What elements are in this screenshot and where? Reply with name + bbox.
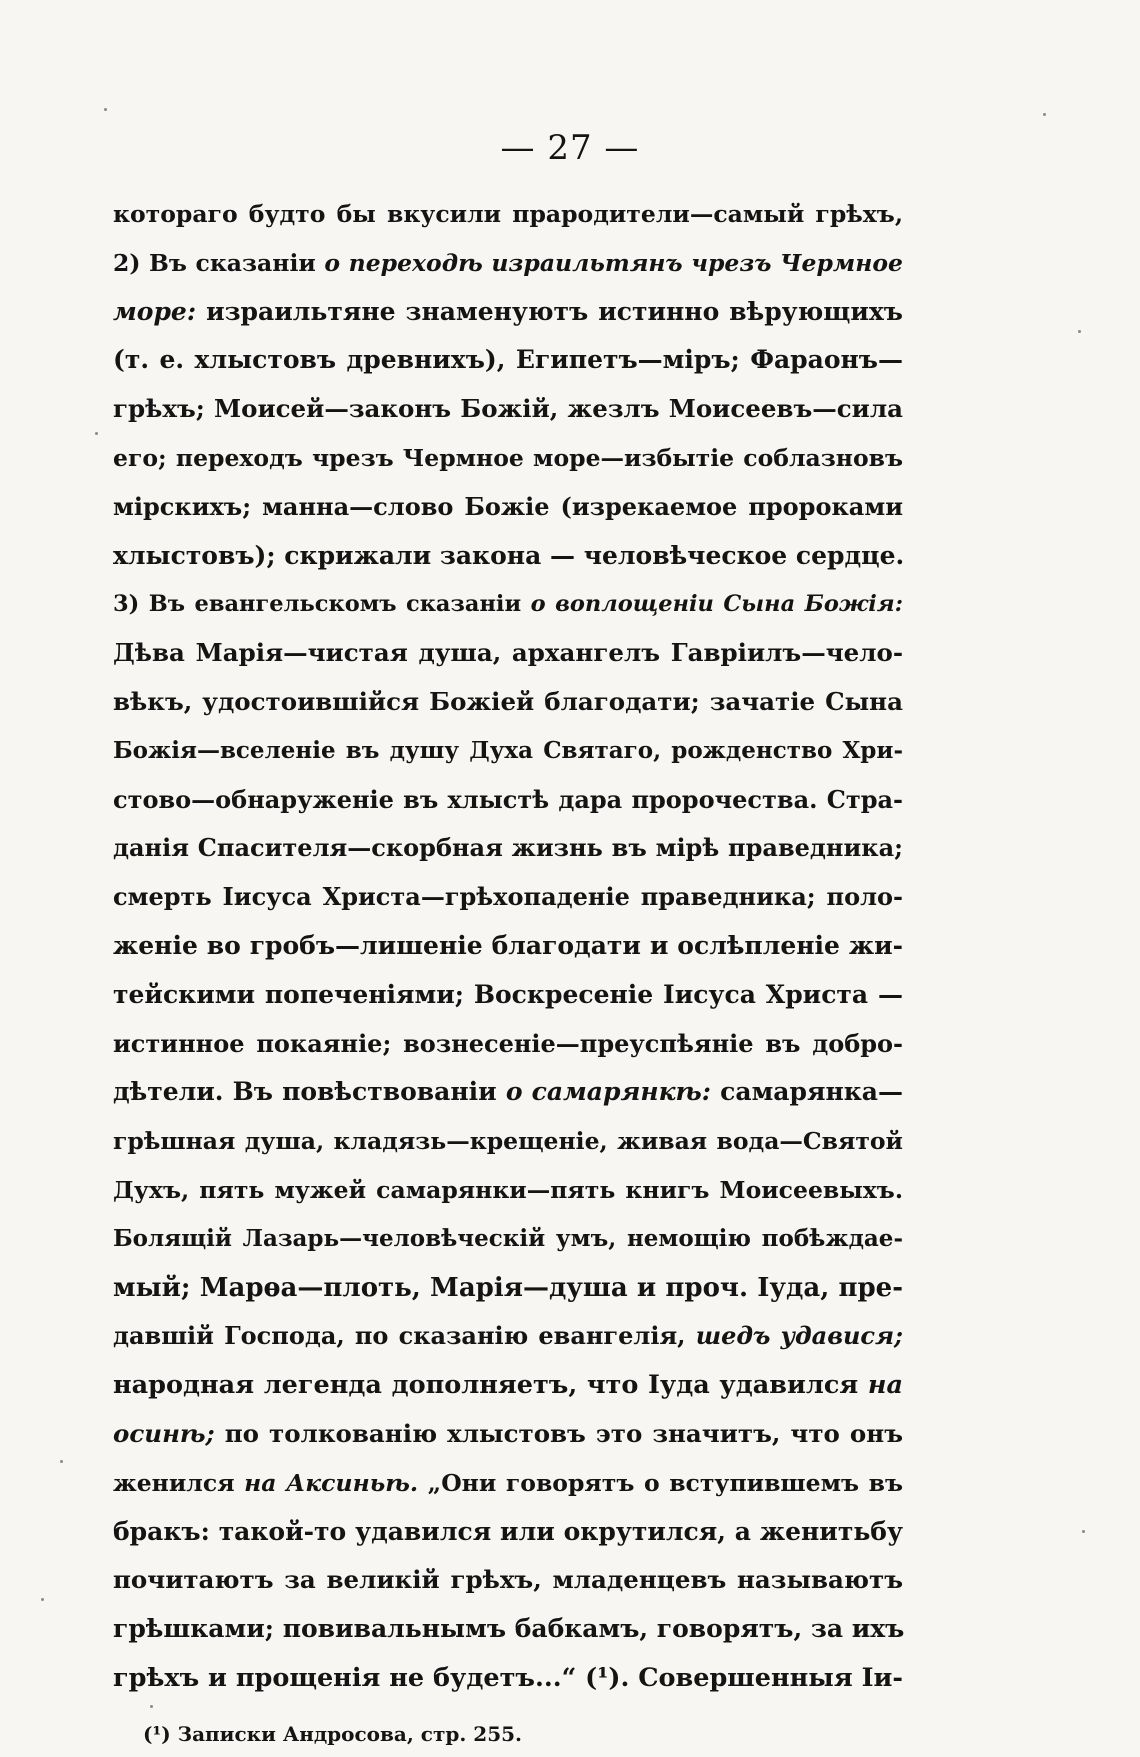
text-segment: стово—обнаруженіе въ хлыстѣ дара пророчества. Стра-	[113, 784, 903, 814]
scan-speck	[1078, 330, 1081, 333]
text-line	[113, 1264, 903, 1313]
page-number: — 27 —	[500, 128, 640, 168]
text-line	[113, 1508, 903, 1557]
text-segment: Болящій Лазарь—человѣческій умъ, немощію побѣждае-	[113, 1224, 903, 1252]
italic-text: о самарянкѣ:	[505, 1077, 712, 1107]
text-line	[113, 629, 903, 678]
body-text	[113, 190, 903, 1703]
text-segment: данія Спасителя—скорбная жизнь въ мірѣ праведника;	[113, 833, 903, 863]
text-line	[113, 727, 903, 776]
text-line	[113, 1312, 903, 1361]
text-line	[113, 1068, 903, 1117]
scan-speck	[1082, 1530, 1085, 1533]
italic-text: на Аксиньѣ.	[244, 1468, 419, 1497]
text-segment: женіе во гробъ—лишеніе благодати и ослѣпленіе жи-	[113, 930, 903, 960]
text-segment: грѣшками; повивальнымъ бабкамъ, говорятъ, за ихъ	[113, 1614, 905, 1644]
text-line	[113, 483, 903, 532]
text-segment: мірскихъ; манна—слово Божіе (изрекаемое пророками	[113, 491, 903, 521]
text-segment: грѣшная душа, кладязь—крещеніе, живая вода—Святой	[113, 1127, 903, 1156]
text-segment: израильтяне знаменуютъ истинно вѣрующихъ	[206, 296, 903, 326]
text-segment: почитаютъ за великій грѣхъ, младенцевъ называютъ	[113, 1565, 903, 1595]
scan-speck	[41, 1598, 44, 1601]
text-line	[113, 1020, 903, 1069]
footnote: (¹) Записки Андросова, стр. 255.	[143, 1721, 522, 1746]
text-segment: давшій Господа, по сказанію евангелія,	[113, 1321, 686, 1351]
text-line	[113, 1605, 903, 1654]
text-line	[113, 678, 903, 727]
text-segment: по толкованію хлыстовъ это значитъ, что онъ	[224, 1418, 903, 1448]
text-line	[113, 239, 903, 288]
scan-speck	[150, 1705, 153, 1708]
text-line	[113, 971, 903, 1020]
text-line	[113, 1654, 903, 1703]
text-segment: его; переходъ чрезъ Чермное море—избытіе соблазновъ	[113, 443, 903, 472]
scan-speck	[104, 108, 107, 111]
text-segment: женился	[113, 1468, 235, 1497]
text-line	[113, 1215, 903, 1264]
text-segment: Божія—вселеніе въ душу Духа Святаго, рожденство Хри-	[113, 736, 903, 764]
text-segment: котораго будто бы вкусили прародители—самый грѣхъ,	[113, 200, 903, 228]
text-line	[113, 776, 903, 825]
text-segment: (т. е. хлыстовъ древнихъ), Египетъ—міръ; Фараонъ—	[113, 345, 903, 375]
text-segment: 2) Въ сказаніи	[113, 248, 316, 277]
italic-text: шедъ удавися;	[695, 1321, 904, 1351]
text-line	[113, 1556, 903, 1605]
scan-speck	[95, 432, 98, 435]
italic-text: о переходѣ израильтянъ чрезъ Чермное	[324, 248, 903, 277]
text-segment: смерть Іисуса Христа—грѣхопаденіе праведника; поло-	[113, 882, 903, 912]
text-segment: тейскими попеченіями; Воскресеніе Іисуса Христа —	[113, 979, 903, 1009]
text-line	[113, 1459, 903, 1508]
text-segment: мый; Марѳа—плоть, Марія—душа и проч. Іуда, пре-	[113, 1272, 903, 1303]
text-line	[113, 1166, 903, 1215]
text-segment: народная легенда дополняетъ, что Іуда удавился	[113, 1370, 859, 1401]
scan-speck	[1043, 113, 1046, 116]
text-line	[113, 580, 903, 629]
italic-text: на	[867, 1370, 903, 1401]
scan-speck	[60, 1460, 63, 1463]
text-segment: Дѣва Марія—чистая душа, архангелъ Гавріилъ—чело-	[113, 638, 903, 668]
text-line	[113, 1361, 903, 1410]
text-line	[113, 1117, 903, 1166]
text-segment: грѣхъ; Моисей—законъ Божій, жезлъ Моисеевъ—сила	[113, 394, 903, 424]
text-line	[113, 824, 903, 873]
text-segment: дѣтели. Въ повѣствованіи	[113, 1077, 497, 1107]
text-line	[113, 190, 903, 239]
italic-text: осинѣ;	[113, 1418, 215, 1448]
text-line	[113, 288, 903, 337]
text-line	[113, 873, 903, 922]
text-line	[113, 385, 903, 434]
text-segment: вѣкъ, удостоившійся Божіей благодати; зачатіе Сына	[113, 686, 903, 716]
italic-text: о воплощеніи Сына Божія:	[530, 591, 903, 618]
text-line	[113, 1410, 903, 1459]
text-segment: истинное покаяніе; вознесеніе—преуспѣяніе въ добро-	[113, 1028, 903, 1058]
text-line	[113, 532, 903, 581]
text-line	[113, 434, 903, 483]
text-segment: Духъ, пять мужей самарянки—пять книгъ Моисеевыхъ.	[113, 1175, 903, 1204]
text-segment: „Они говорятъ о вступившемъ въ	[427, 1468, 904, 1497]
italic-text: море:	[113, 296, 197, 326]
text-line	[113, 922, 903, 971]
text-segment: 3) Въ евангельскомъ сказаніи	[113, 591, 522, 618]
text-segment: грѣхъ и прощенія не будетъ...“ (¹). Совершенныя Іи-	[113, 1662, 903, 1693]
text-line	[113, 336, 903, 385]
text-segment: хлыстовъ); скрижали закона — человѣческое сердце.	[113, 540, 905, 570]
text-segment: самарянка—	[720, 1077, 903, 1107]
text-segment: бракъ: такой-то удавился или окрутился, а женитьбу	[113, 1516, 903, 1546]
